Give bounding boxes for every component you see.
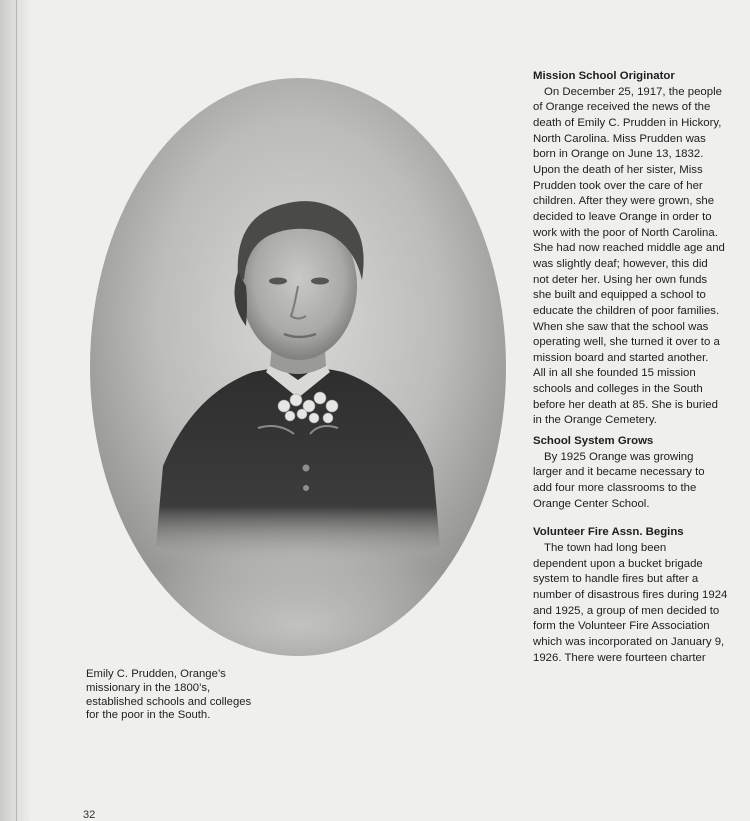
article-column xyxy=(533,69,743,666)
paragraph-line: dependent upon a bucket brigade xyxy=(533,557,703,570)
paragraph-line: All in all she founded 15 mission xyxy=(533,367,696,380)
section-heading-fire-association: Volunteer Fire Assn. Begins xyxy=(533,526,684,539)
paragraph-line: before her death at 85. She is buried xyxy=(533,398,718,411)
paragraph-line: On December 25, 1917, the people xyxy=(544,85,722,98)
paragraph-line: death of Emily C. Prudden in Hickory, xyxy=(533,116,722,129)
paragraph-line: and 1925, a group of men decided to xyxy=(533,604,720,617)
paragraph-line: work with the poor of North Carolina. xyxy=(533,226,718,239)
caption-line: Emily C. Prudden, Orange’s xyxy=(86,668,226,680)
paragraph-line: which was incorporated on January 9, xyxy=(533,635,725,648)
paragraph-line: in the Orange Cemetery. xyxy=(533,414,657,427)
paragraph-line: Prudden took over the care of her xyxy=(533,179,703,192)
paragraph-line: By 1925 Orange was growing xyxy=(544,450,694,463)
paragraph-line: mission board and started another. xyxy=(533,351,709,364)
caption-line: missionary in the 1800’s, xyxy=(86,681,211,694)
paragraph-line: She had now reached middle age and xyxy=(533,242,725,255)
caption-line: established schools and colleges xyxy=(86,695,252,708)
caption-line: for the poor in the South. xyxy=(86,709,211,722)
portrait-caption xyxy=(86,668,286,723)
paragraph-line: When she saw that the school was xyxy=(533,320,709,333)
paragraph-line: form the Volunteer Fire Association xyxy=(533,620,710,633)
paragraph-line: operating well, she turned it over to a xyxy=(533,336,720,349)
paragraph-line: 1926. There were fourteen charter xyxy=(533,651,706,664)
paragraph-line: larger and it became necessary to xyxy=(533,466,705,479)
paragraph-line: born in Orange on June 13, 1832. xyxy=(533,148,704,161)
paragraph-line: Upon the death of her sister, Miss xyxy=(533,163,703,176)
paragraph-line: system to handle fires but after a xyxy=(533,573,699,586)
portrait-image xyxy=(88,76,508,658)
paragraph-line: of Orange received the news of the xyxy=(533,101,711,114)
paragraph-line: schools and colleges in the South xyxy=(533,383,703,396)
paragraph-line: educate the children of poor families. xyxy=(533,304,720,317)
paragraph-line: was slightly deaf; however, this did xyxy=(533,257,708,270)
page-number: 32 xyxy=(83,809,96,821)
section-heading-mission-school: Mission School Originator xyxy=(533,70,675,82)
paragraph-line: not deter her. Using her own funds xyxy=(533,273,708,286)
paragraph-line: she built and equipped a school to xyxy=(533,289,706,302)
page-binding-shadow xyxy=(0,0,30,821)
paragraph-line: decided to leave Orange in order to xyxy=(533,210,712,223)
paragraph-line: North Carolina. Miss Prudden was xyxy=(533,132,706,145)
paragraph-line: children. After they were grown, she xyxy=(533,195,715,208)
paragraph-line: add four more classrooms to the xyxy=(533,482,697,495)
portrait-photo xyxy=(88,76,508,658)
section-spacer xyxy=(533,512,743,525)
paragraph-line: number of disastrous fires during 1924 xyxy=(533,589,728,601)
paragraph-line: Orange Center School. xyxy=(533,497,650,510)
paragraph-line: The town had long been xyxy=(544,542,667,555)
page-edge-line xyxy=(16,0,17,821)
section-heading-school-system: School System Grows xyxy=(533,435,654,448)
